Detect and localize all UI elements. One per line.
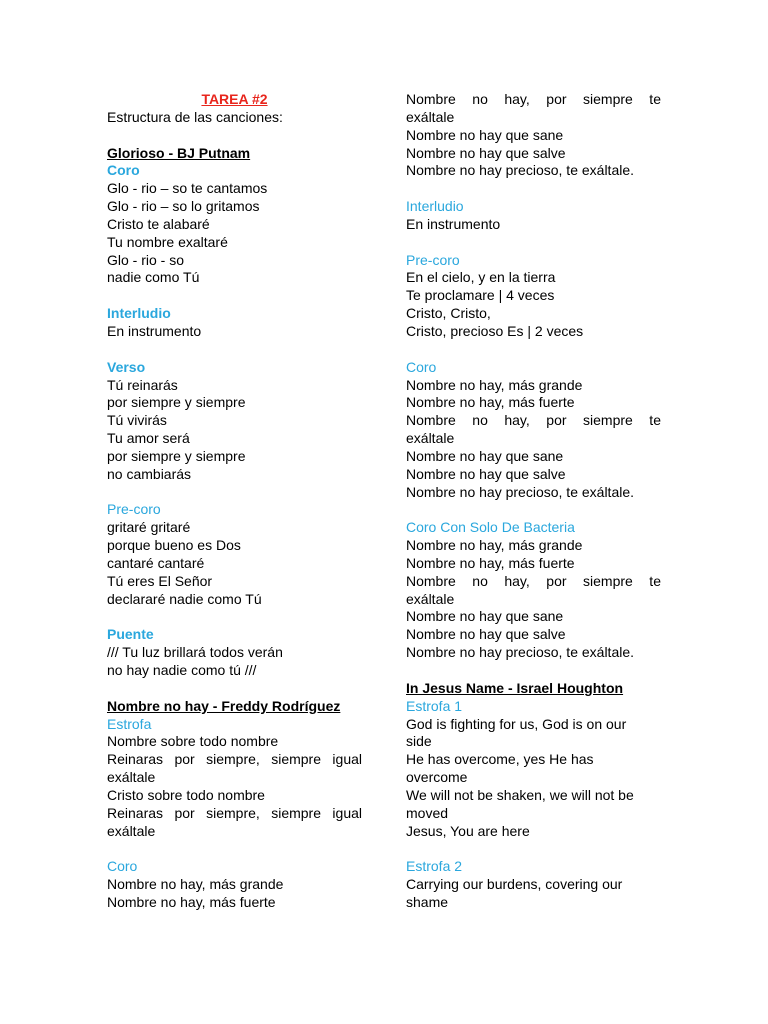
lyric-line: no hay nadie como tú /// xyxy=(107,662,257,678)
lyric-line: Reinaras por siempre, siempre igual xyxy=(107,804,362,821)
lyric-line: Te proclamare | 4 veces xyxy=(406,287,555,304)
lyric-line: exáltale xyxy=(406,590,455,607)
lyric-line: Nombre no hay, más grande xyxy=(406,537,583,554)
lyric-line: Nombre no hay, por siempre te xyxy=(406,91,661,107)
lyric-line: Reinaras por siempre, siempre igual xyxy=(107,751,362,768)
lyric-line: no cambiarás xyxy=(107,465,192,482)
lyric-line: exáltale xyxy=(107,822,156,839)
lyric-line: exáltale xyxy=(406,108,455,125)
lyric-line: Nombre no hay que salve xyxy=(406,626,566,643)
lyric-line: moved xyxy=(406,804,449,821)
section-label-coro: Coro xyxy=(107,162,140,179)
lyric-line: Nombre no hay, por siempre te xyxy=(406,572,661,589)
section-label-interludio: Interludio xyxy=(406,198,464,215)
lyric-line: En instrumento xyxy=(406,215,501,232)
lyric-line: Nombre no hay, más grande xyxy=(107,876,284,893)
lyric-line: Cristo, Cristo, xyxy=(406,305,491,322)
lyric-line: Tú eres El Señor xyxy=(107,572,213,589)
lyric-line: Cristo, precioso Es | 2 veces xyxy=(406,322,584,339)
lyric-line: Nombre no hay que sane xyxy=(406,608,564,625)
lyric-line: por siempre y siempre xyxy=(107,447,246,464)
lyric-line: exáltale xyxy=(406,430,455,447)
lyric-line: Nombre no hay, por siempre te xyxy=(406,412,661,429)
lyric-line: Nombre no hay que sane xyxy=(406,126,564,143)
lyric-line: /// Tu luz brillará todos verán xyxy=(107,644,283,661)
lyric-line: overcome xyxy=(406,769,468,786)
page-subtitle: Estructura de las canciones: xyxy=(107,108,283,125)
lyric-line: nadie como Tú xyxy=(107,269,200,286)
section-label-coro: Coro xyxy=(406,358,437,375)
lyric-line: God is fighting for us, God is on our xyxy=(406,715,627,732)
lyric-line: Nombre sobre todo nombre xyxy=(107,733,279,750)
lyric-line: Tu nombre exaltaré xyxy=(107,233,228,250)
lyric-line: Cristo te alabaré xyxy=(107,215,210,232)
lyric-line: Nombre no hay precioso, te exáltale. xyxy=(406,644,635,661)
section-label-coro-solo: Coro Con Solo De Bacteria xyxy=(406,519,575,536)
lyric-line: Tú vivirás xyxy=(107,412,167,429)
section-label-puente: Puente xyxy=(107,626,154,643)
lyric-line: Nombre no hay, más fuerte xyxy=(406,394,575,411)
lyric-line: side xyxy=(406,733,432,750)
lyric-line: En el cielo, y en la tierra xyxy=(406,269,556,286)
lyric-line: Nombre no hay precioso, te exáltale. xyxy=(406,162,635,179)
lyric-line: Nombre no hay, más fuerte xyxy=(107,893,276,910)
lyric-line: Nombre no hay, más grande xyxy=(406,376,583,393)
lyric-line: porque bueno es Dos xyxy=(107,537,241,554)
song-title-glorioso: Glorioso - BJ Putnam xyxy=(107,144,251,161)
right-column xyxy=(406,91,661,912)
lyric-line: We will not be shaken, we will not be xyxy=(406,786,634,803)
lyric-line: Tú reinarás xyxy=(107,376,178,393)
lyric-line: En instrumento xyxy=(107,322,202,339)
lyric-line: Nombre no hay que sane xyxy=(406,447,564,464)
lyric-line: Nombre no hay que salve xyxy=(406,144,566,161)
lyric-line: exáltale xyxy=(107,769,156,786)
lyric-line: declararé nadie como Tú xyxy=(107,590,262,607)
lyric-line: Nombre no hay que salve xyxy=(406,465,566,482)
section-label-precoro: Pre-coro xyxy=(406,251,460,268)
lyric-line: Jesus, You are here xyxy=(406,822,530,839)
lyric-line: por siempre y siempre xyxy=(107,394,246,411)
section-label-interludio: Interludio xyxy=(107,305,171,322)
lyric-line: gritaré gritaré xyxy=(107,519,191,536)
lyric-line: Nombre no hay precioso, te exáltale. xyxy=(406,483,635,500)
lyric-line: Tu amor será xyxy=(107,430,190,447)
section-label-coro: Coro xyxy=(107,858,138,875)
lyric-line: Carrying our burdens, covering our xyxy=(406,876,623,893)
section-label-verso: Verso xyxy=(107,358,146,375)
song-title-in-jesus-name: In Jesus Name - Israel Houghton xyxy=(406,679,624,696)
section-label-estrofa-1: Estrofa 1 xyxy=(406,697,463,714)
page-title: TAREA #2 xyxy=(201,91,268,107)
section-label-estrofa-2: Estrofa 2 xyxy=(406,858,463,875)
lyric-line: Cristo sobre todo nombre xyxy=(107,786,265,803)
lyric-line: Glo - rio - so xyxy=(107,251,185,268)
song-title-nombre-no-hay: Nombre no hay - Freddy Rodríguez xyxy=(107,697,341,714)
lyric-line: Glo - rio – so lo gritamos xyxy=(107,198,260,215)
lyric-line: Glo - rio – so te cantamos xyxy=(107,180,268,197)
lyric-line: He has overcome, yes He has xyxy=(406,751,594,768)
lyric-line: Nombre no hay, más fuerte xyxy=(406,554,575,571)
section-label-estrofa: Estrofa xyxy=(107,715,152,732)
lyric-line: shame xyxy=(406,893,449,910)
section-label-precoro: Pre-coro xyxy=(107,501,161,518)
left-column xyxy=(107,91,362,912)
lyric-line: cantaré cantaré xyxy=(107,554,205,571)
